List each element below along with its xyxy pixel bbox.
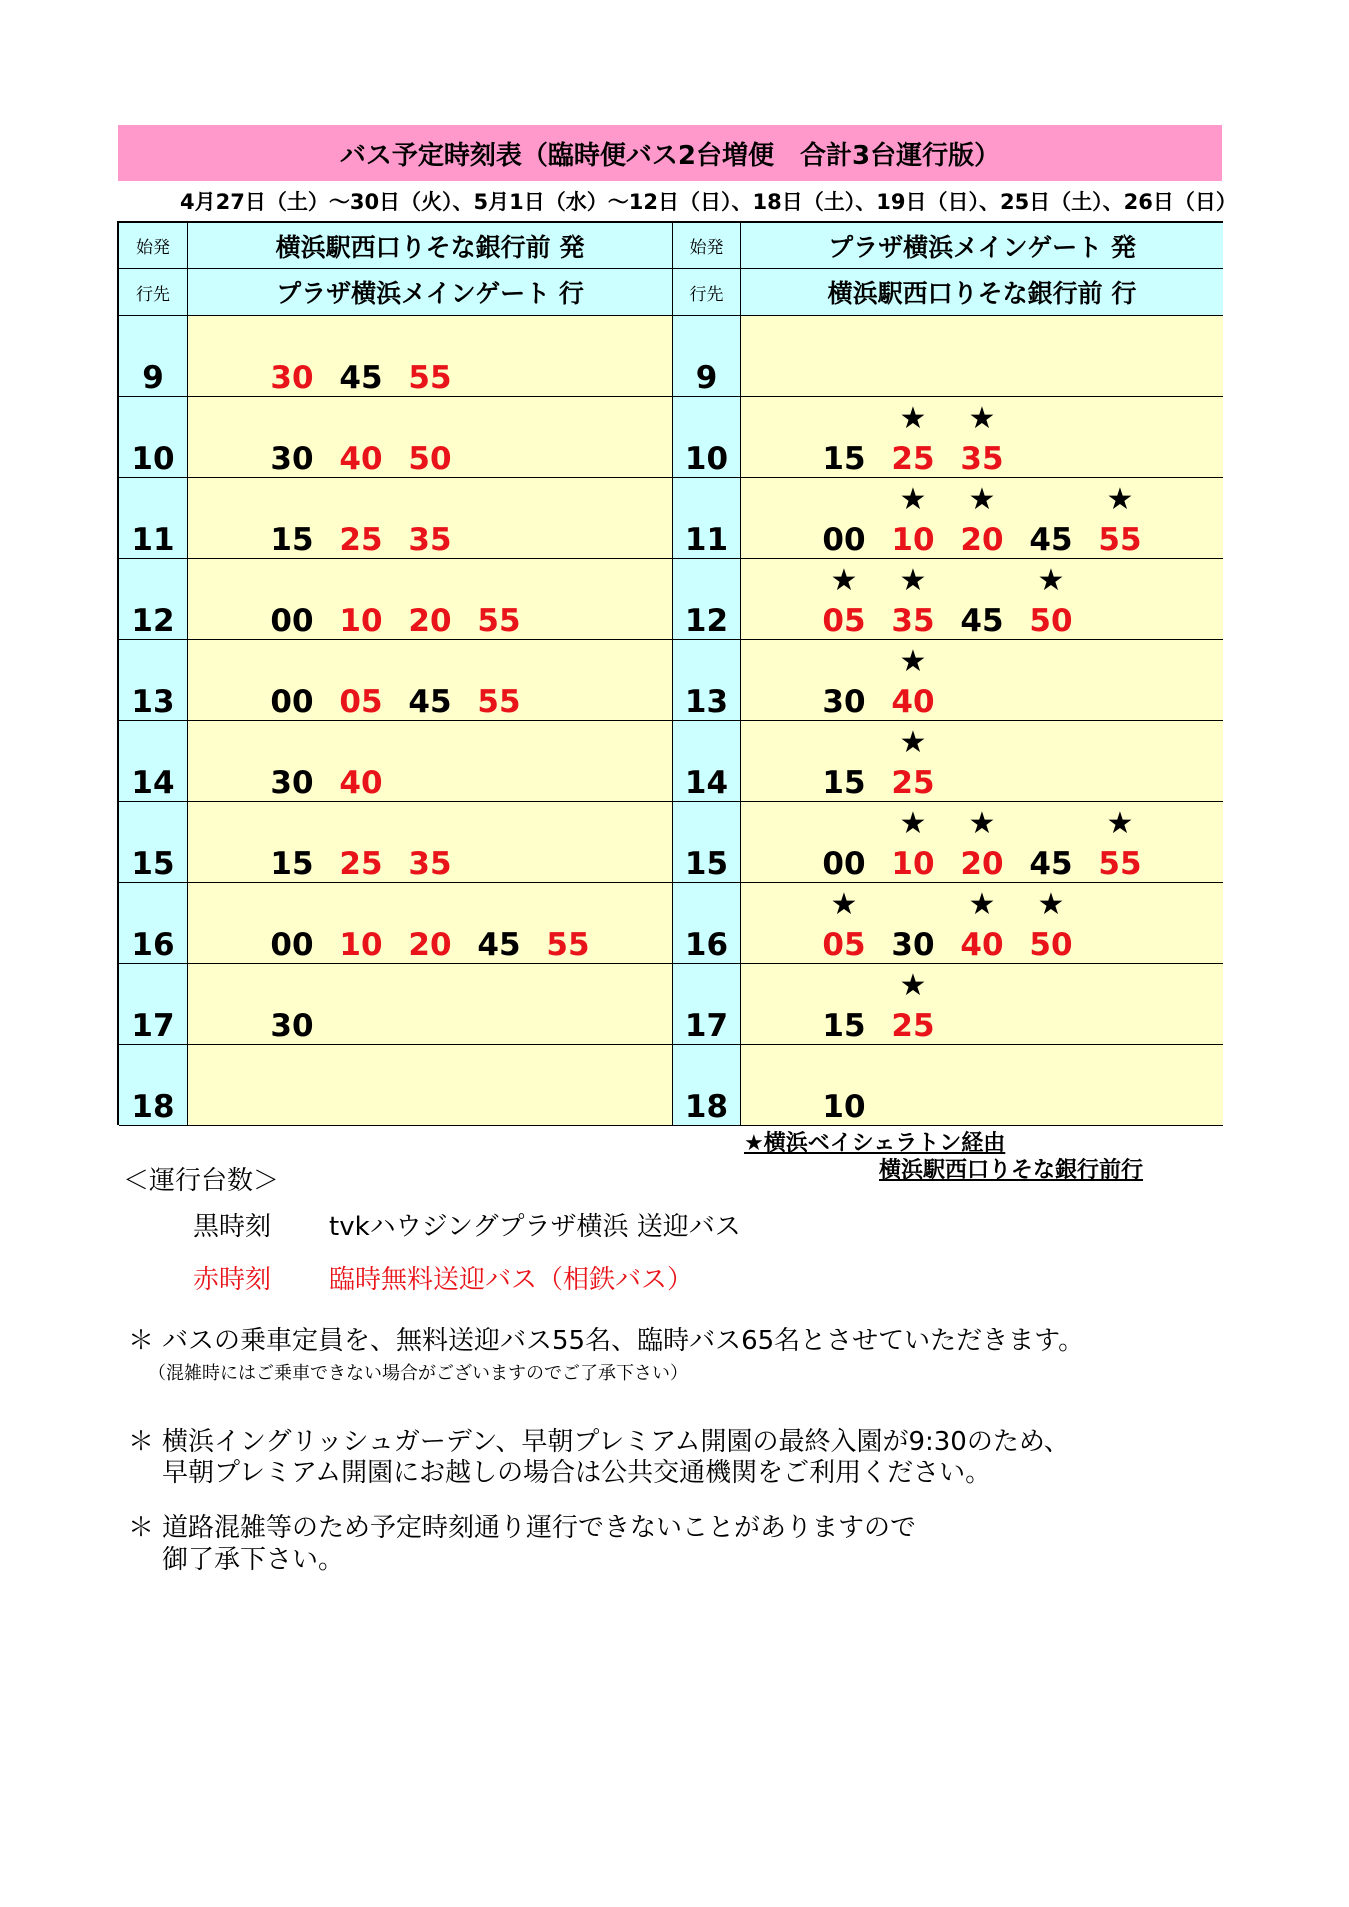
star-icon: ★ — [899, 806, 927, 841]
departure-minute: 00 — [822, 846, 866, 882]
departure-minute: 30 — [270, 360, 314, 396]
departure-minute: 15 — [270, 846, 314, 882]
hour-cell: 10 — [119, 397, 188, 478]
star-icon: ★ — [899, 644, 927, 679]
departure-minute: 55 — [1098, 522, 1142, 558]
departure-minute: 30 — [270, 441, 314, 477]
hour-cell: 17 — [119, 964, 188, 1045]
departure-minute: 15 — [270, 522, 314, 558]
hour-cell: 12 — [119, 559, 188, 640]
star-icon: ★ — [1037, 563, 1065, 598]
departure-minute: 35 — [408, 846, 452, 882]
legend-red-label: 赤時刻 — [193, 1265, 272, 1295]
note-traffic-2: 御了承下さい。 — [162, 1545, 345, 1575]
legend-black-desc: tvkハウジングプラザ横浜 送迎バス — [329, 1212, 741, 1242]
departure-minute: 20 — [960, 522, 1004, 558]
departure-minute: 45 — [477, 927, 521, 963]
star-icon: ★ — [1106, 806, 1134, 841]
star-icon: ★ — [899, 725, 927, 760]
minutes-cell — [741, 964, 1223, 1045]
departure-minute: 20 — [408, 927, 452, 963]
departure-minute: 15 — [822, 441, 866, 477]
minutes-cell — [188, 559, 673, 640]
page-title: バス予定時刻表（臨時便バス2台増便 合計3台運行版） — [339, 140, 1001, 171]
departure-minute: 00 — [270, 684, 314, 720]
departure-minute: 45 — [1029, 522, 1073, 558]
departure-minute: 15 — [822, 1008, 866, 1044]
minutes-cell — [188, 316, 673, 397]
departure-minute: 55 — [477, 603, 521, 639]
departure-minute: 55 — [1098, 846, 1142, 882]
departure-minute: 55 — [408, 360, 452, 396]
star-icon: ★ — [1037, 887, 1065, 922]
departure-minute: 45 — [960, 603, 1004, 639]
departure-minute: 05 — [822, 927, 866, 963]
legend-heading: ＜運行台数＞ — [123, 1166, 280, 1196]
minutes-cell — [188, 397, 673, 478]
note-mark: ＊ — [128, 1326, 155, 1356]
minutes-cell — [188, 721, 673, 802]
minutes-cell — [188, 883, 673, 964]
star-note-line1: ★横浜ベイシェラトン経由 — [744, 1131, 1006, 1156]
star-icon: ★ — [899, 968, 927, 1003]
departure-minute: 55 — [546, 927, 590, 963]
hour-cell: 14 — [119, 721, 188, 802]
hour-cell: 15 — [673, 802, 741, 883]
star-icon: ★ — [968, 887, 996, 922]
departure-minute: 30 — [822, 684, 866, 720]
note-traffic-1: 道路混雑等のため予定時刻通り運行できないことがありますので — [162, 1513, 917, 1543]
departure-minute: 50 — [1029, 603, 1073, 639]
minutes-cell — [188, 640, 673, 721]
service-dates: 4月27日（土）～30日（火）、5月1日（水）～12日（日）、18日（土）、19日（日）、25日（土）、26日（日） — [180, 190, 1237, 214]
minutes-cell — [741, 721, 1223, 802]
hour-cell: 14 — [673, 721, 741, 802]
departure-minute: 25 — [339, 846, 383, 882]
departure-minute: 35 — [960, 441, 1004, 477]
departure-minute: 45 — [408, 684, 452, 720]
departure-minute: 20 — [960, 846, 1004, 882]
star-note-line2: 横浜駅西口りそな銀行前行 — [879, 1158, 1144, 1183]
departure-minute: 45 — [1029, 846, 1073, 882]
legend-black-label: 黒時刻 — [193, 1212, 272, 1242]
departure-minute: 50 — [408, 441, 452, 477]
minutes-cell — [741, 478, 1223, 559]
hour-cell: 16 — [673, 883, 741, 964]
departure-minute: 00 — [270, 927, 314, 963]
note-garden-1: 横浜イングリッシュガーデン、早朝プレミアム開園の最終入園が9:30のため、 — [162, 1427, 1070, 1457]
note-capacity-sub: （混雑時にはご乗車できない場合がございますのでご了承下さい） — [148, 1363, 688, 1384]
minutes-cell — [188, 802, 673, 883]
hour-cell: 9 — [673, 316, 741, 397]
star-icon: ★ — [968, 401, 996, 436]
hour-cell: 10 — [673, 397, 741, 478]
minutes-cell — [188, 964, 673, 1045]
departure-minute: 40 — [891, 684, 935, 720]
departure-minute: 25 — [339, 522, 383, 558]
departure-minute: 40 — [339, 441, 383, 477]
star-icon: ★ — [968, 482, 996, 517]
origin-left: 横浜駅西口りそな銀行前 発 — [188, 223, 673, 269]
departure-minute: 25 — [891, 1008, 935, 1044]
departure-minute: 50 — [1029, 927, 1073, 963]
hour-cell: 13 — [673, 640, 741, 721]
hour-cell: 13 — [119, 640, 188, 721]
departure-minute: 10 — [891, 846, 935, 882]
departure-minute: 30 — [270, 1008, 314, 1044]
minutes-cell — [741, 397, 1223, 478]
timetable — [117, 221, 1223, 1125]
star-icon: ★ — [830, 563, 858, 598]
departure-minute: 10 — [339, 927, 383, 963]
departure-minute: 45 — [339, 360, 383, 396]
hour-cell: 12 — [673, 559, 741, 640]
minutes-cell — [741, 559, 1223, 640]
hour-cell: 9 — [119, 316, 188, 397]
departure-minute: 10 — [822, 1089, 866, 1125]
legend-red-desc: 臨時無料送迎バス（相鉄バス） — [329, 1265, 694, 1295]
departure-minute: 30 — [270, 765, 314, 801]
departure-minute: 05 — [822, 603, 866, 639]
departure-minute: 40 — [339, 765, 383, 801]
dest-right: 横浜駅西口りそな銀行前 行 — [741, 269, 1223, 316]
departure-minute: 20 — [408, 603, 452, 639]
dest-label-left: 行先 — [119, 269, 188, 316]
departure-minute: 30 — [891, 927, 935, 963]
note-garden-2: 早朝プレミアム開園にお越しの場合は公共交通機関をご利用ください。 — [162, 1458, 992, 1488]
minutes-cell — [741, 883, 1223, 964]
hour-cell: 15 — [119, 802, 188, 883]
minutes-cell — [741, 1045, 1223, 1126]
minutes-cell — [188, 1045, 673, 1126]
departure-minute: 10 — [339, 603, 383, 639]
origin-label-left: 始発 — [119, 223, 188, 269]
title-banner — [118, 125, 1222, 181]
departure-minute: 10 — [891, 522, 935, 558]
departure-minute: 35 — [408, 522, 452, 558]
dest-label-right: 行先 — [673, 269, 741, 316]
star-icon: ★ — [830, 887, 858, 922]
hour-cell: 11 — [673, 478, 741, 559]
hour-cell: 11 — [119, 478, 188, 559]
minutes-cell — [741, 802, 1223, 883]
departure-minute: 25 — [891, 765, 935, 801]
dest-left: プラザ横浜メインゲート 行 — [188, 269, 673, 316]
hour-cell: 18 — [673, 1045, 741, 1126]
star-icon: ★ — [899, 563, 927, 598]
note-capacity: バスの乗車定員を、無料送迎バス55名、臨時バス65名とさせていただきます。 — [162, 1326, 1085, 1356]
departure-minute: 35 — [891, 603, 935, 639]
minutes-cell — [741, 316, 1223, 397]
origin-label-right: 始発 — [673, 223, 741, 269]
hour-cell: 16 — [119, 883, 188, 964]
departure-minute: 40 — [960, 927, 1004, 963]
origin-right: プラザ横浜メインゲート 発 — [741, 223, 1223, 269]
note-mark: ＊ — [128, 1513, 155, 1543]
star-icon: ★ — [899, 401, 927, 436]
star-icon: ★ — [968, 806, 996, 841]
hour-cell: 18 — [119, 1045, 188, 1126]
note-mark: ＊ — [128, 1427, 155, 1457]
minutes-cell — [741, 640, 1223, 721]
departure-minute: 55 — [477, 684, 521, 720]
departure-minute: 00 — [822, 522, 866, 558]
minutes-cell — [188, 478, 673, 559]
departure-minute: 25 — [891, 441, 935, 477]
departure-minute: 00 — [270, 603, 314, 639]
star-icon: ★ — [899, 482, 927, 517]
hour-cell: 17 — [673, 964, 741, 1045]
departure-minute: 15 — [822, 765, 866, 801]
departure-minute: 05 — [339, 684, 383, 720]
star-icon: ★ — [1106, 482, 1134, 517]
